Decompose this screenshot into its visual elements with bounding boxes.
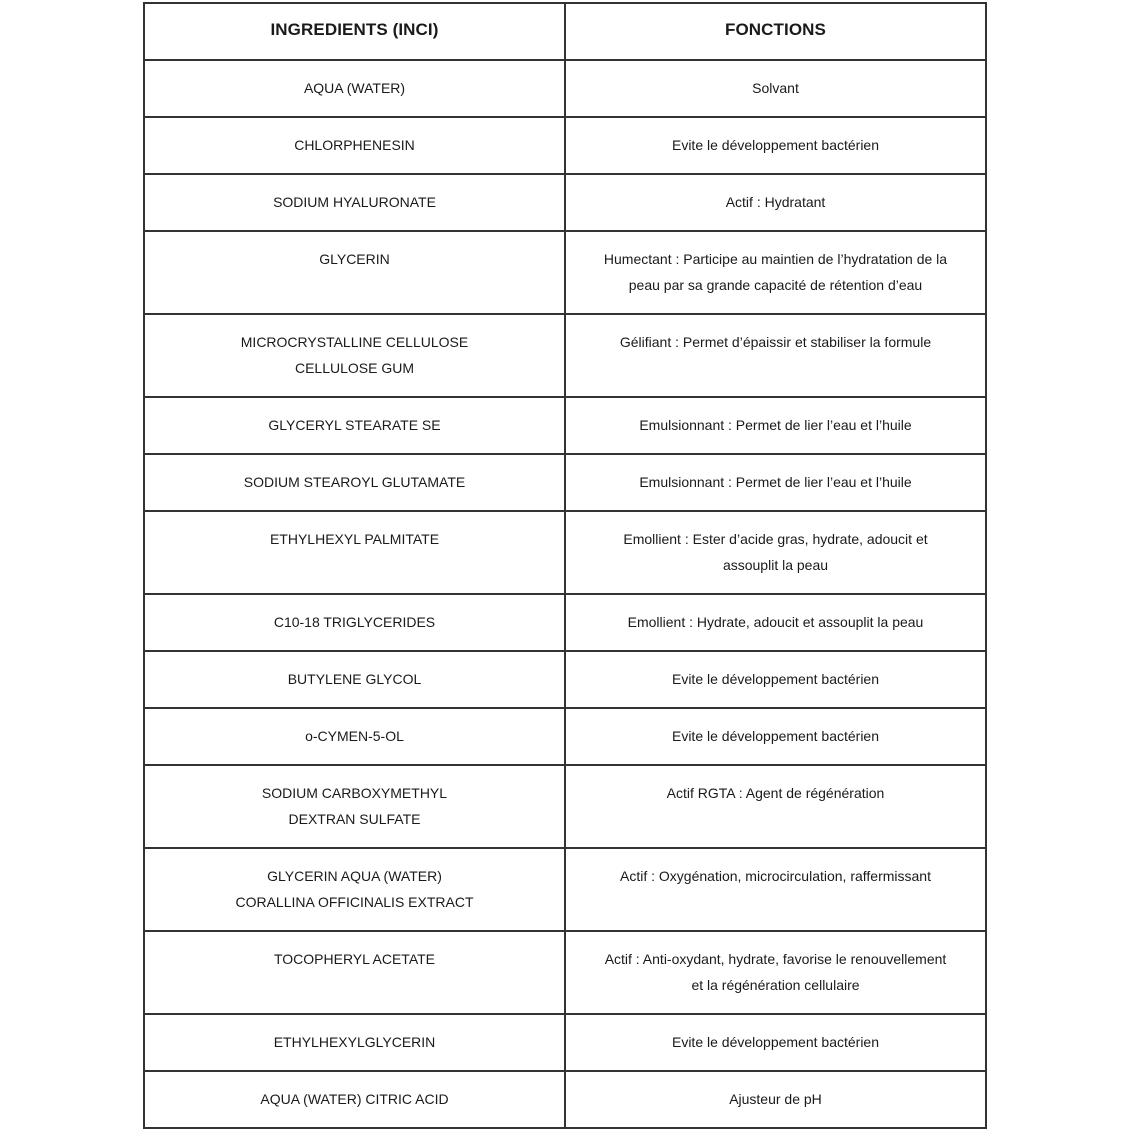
- table-row: [144, 174, 986, 231]
- ingredient-cell: BUTYLENE GLYCOL: [144, 651, 565, 708]
- ingredient-cell: ETHYLHEXYL PALMITATE: [144, 511, 565, 594]
- table-row: [144, 511, 986, 594]
- table-row: [144, 708, 986, 765]
- function-cell: Emulsionnant : Permet de lier l’eau et l’huile: [565, 454, 986, 511]
- function-cell: Evite le développement bactérien: [565, 1014, 986, 1071]
- function-cell: Solvant: [565, 60, 986, 117]
- function-cell: Gélifiant : Permet d’épaissir et stabiliser la formule: [565, 314, 986, 397]
- header-functions: FONCTIONS: [565, 3, 986, 60]
- ingredient-cell: o-CYMEN-5-OL: [144, 708, 565, 765]
- table-row: [144, 397, 986, 454]
- function-cell: Actif : Oxygénation, microcirculation, raffermissant: [565, 848, 986, 931]
- table-header-row: [144, 3, 986, 60]
- header-ingredients: INGREDIENTS (INCI): [144, 3, 565, 60]
- table-row: [144, 117, 986, 174]
- function-cell: Evite le développement bactérien: [565, 117, 986, 174]
- function-cell: Actif : Hydratant: [565, 174, 986, 231]
- table-row: [144, 594, 986, 651]
- ingredient-cell: AQUA (WATER): [144, 60, 565, 117]
- table-row: [144, 765, 986, 848]
- ingredient-cell: SODIUM STEAROYL GLUTAMATE: [144, 454, 565, 511]
- function-cell: Emollient : Ester d’acide gras, hydrate, adoucit et assouplit la peau: [565, 511, 986, 594]
- function-cell: Emollient : Hydrate, adoucit et assouplit la peau: [565, 594, 986, 651]
- table-row: [144, 314, 986, 397]
- table-row: [144, 848, 986, 931]
- ingredient-cell: GLYCERIN: [144, 231, 565, 314]
- ingredient-cell: GLYCERYL STEARATE SE: [144, 397, 565, 454]
- ingredient-cell: CHLORPHENESIN: [144, 117, 565, 174]
- ingredient-cell: AQUA (WATER) CITRIC ACID: [144, 1071, 565, 1128]
- table-row: [144, 1071, 986, 1128]
- ingredient-cell: MICROCRYSTALLINE CELLULOSE CELLULOSE GUM: [144, 314, 565, 397]
- function-cell: Evite le développement bactérien: [565, 651, 986, 708]
- table-row: [144, 1014, 986, 1071]
- table-row: [144, 651, 986, 708]
- table-row: [144, 931, 986, 1014]
- table-row: [144, 231, 986, 314]
- table-row: [144, 454, 986, 511]
- ingredient-cell: SODIUM HYALURONATE: [144, 174, 565, 231]
- function-cell: Actif RGTA : Agent de régénération: [565, 765, 986, 848]
- table-row: [144, 60, 986, 117]
- function-cell: Actif : Anti-oxydant, hydrate, favorise le renouvellement et la régénération cellulaire: [565, 931, 986, 1014]
- function-cell: Emulsionnant : Permet de lier l’eau et l’huile: [565, 397, 986, 454]
- function-cell: Evite le développement bactérien: [565, 708, 986, 765]
- ingredient-cell: ETHYLHEXYLGLYCERIN: [144, 1014, 565, 1071]
- ingredient-cell: SODIUM CARBOXYMETHYL DEXTRAN SULFATE: [144, 765, 565, 848]
- function-cell: Humectant : Participe au maintien de l’hydratation de la peau par sa grande capacité de rétention d’eau: [565, 231, 986, 314]
- ingredient-cell: C10-18 TRIGLYCERIDES: [144, 594, 565, 651]
- ingredient-cell: TOCOPHERYL ACETATE: [144, 931, 565, 1014]
- function-cell: Ajusteur de pH: [565, 1071, 986, 1128]
- ingredients-table: [143, 2, 987, 1129]
- ingredient-cell: GLYCERIN AQUA (WATER) CORALLINA OFFICINALIS EXTRACT: [144, 848, 565, 931]
